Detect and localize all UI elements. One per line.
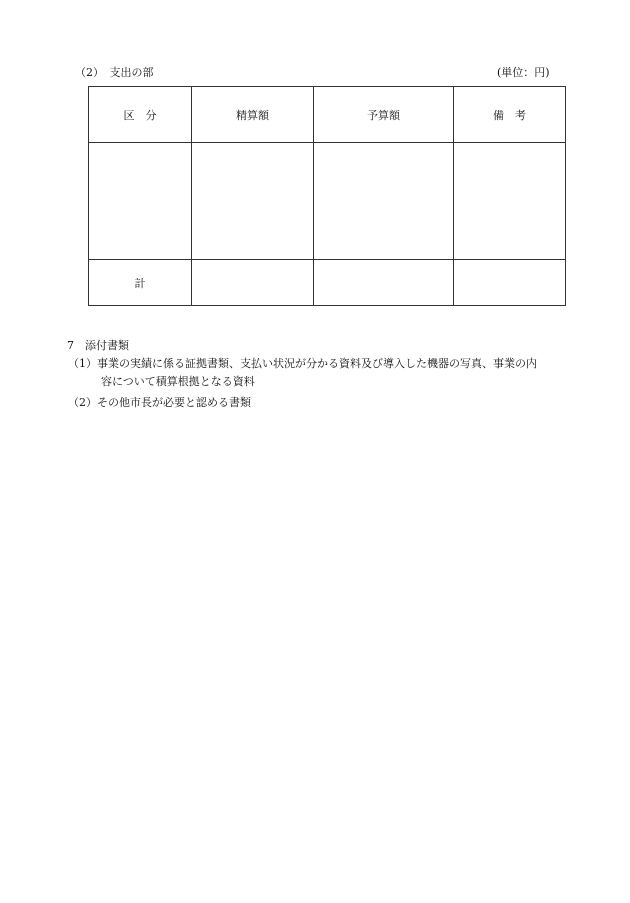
unit-label: (単位：円) <box>497 66 550 79</box>
attachment-item-2: （2）その他市長が必要と認める書類 <box>68 396 251 409</box>
header-settled-amount: 精算額 <box>192 87 314 143</box>
attachment-item-1-continued: 容について積算根拠となる資料 <box>101 375 255 388</box>
table-row <box>89 143 566 260</box>
cell-remarks <box>454 143 566 260</box>
total-budget-amount <box>314 260 454 306</box>
table-total-row <box>89 260 566 306</box>
header-budget-amount: 予算額 <box>314 87 454 143</box>
expense-table <box>88 86 566 306</box>
cell-settled-amount <box>192 143 314 260</box>
header-category: 区 分 <box>89 87 192 143</box>
table-header-row <box>89 87 566 143</box>
cell-category <box>89 143 192 260</box>
cell-budget-amount <box>314 143 454 260</box>
expense-section-heading: （2） 支出の部 <box>75 66 154 79</box>
header-remarks: 備 考 <box>454 87 566 143</box>
attachment-item-1: （1）事業の実績に係る証拠書類、支払い状況が分かる資料及び導入した機器の写真、事業の内 <box>68 357 537 370</box>
total-settled-amount <box>192 260 314 306</box>
attachments-heading: 7 添付書類 <box>67 339 129 352</box>
total-remarks <box>454 260 566 306</box>
total-label: 計 <box>89 260 192 306</box>
